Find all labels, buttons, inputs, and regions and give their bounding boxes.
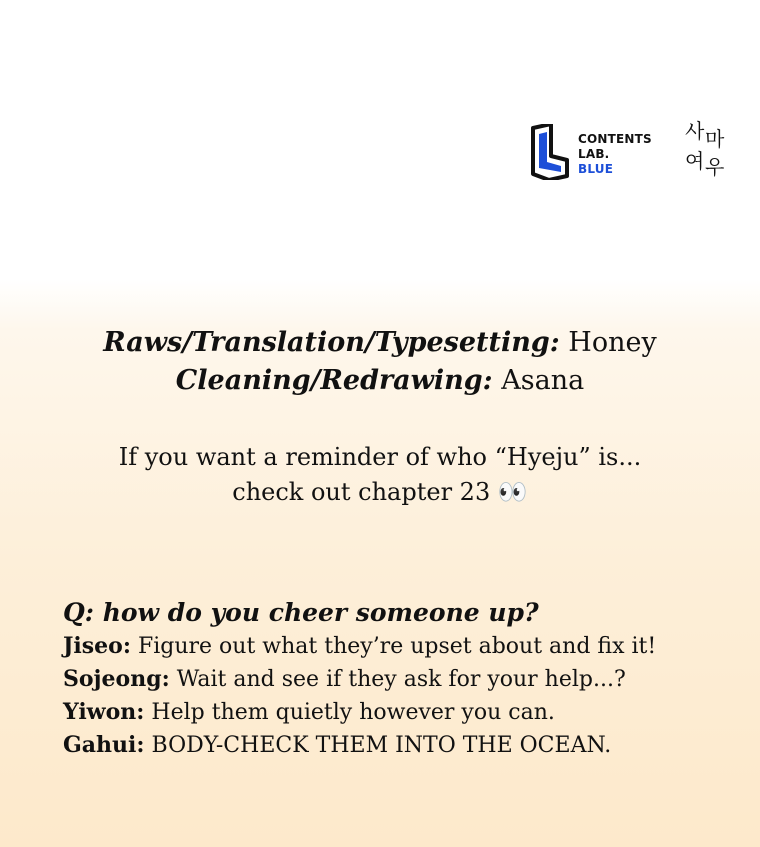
contents-lab-line1: CONTENTS <box>578 132 652 146</box>
korean-title-logo <box>683 118 729 182</box>
credit-name: Asana <box>501 365 585 396</box>
answer-text: BODY-CHECK THEM INTO THE OCEAN. <box>151 733 612 758</box>
contents-lab-wordmark <box>578 132 652 177</box>
publisher-logos <box>527 118 737 184</box>
qa-question: Q: how do you cheer someone up? <box>63 598 539 627</box>
contents-lab-blue-logo-icon <box>527 124 573 180</box>
contents-lab-line3: BLUE <box>578 162 614 176</box>
contents-lab-line2: LAB. <box>578 147 610 161</box>
credit-line <box>0 324 760 362</box>
qa-answer <box>63 663 743 696</box>
answer-text: Figure out what they’re upset about and fix it! <box>137 634 657 659</box>
answer-speaker: Jiseo: <box>63 633 131 659</box>
credit-name: Honey <box>568 327 657 358</box>
qa-answer <box>63 729 743 762</box>
answer-text: Wait and see if they ask for your help...? <box>176 667 626 692</box>
credits-block <box>0 324 760 400</box>
korean-logo-glyph3: 여 <box>685 149 705 173</box>
note-line2: check out chapter 23 👀 <box>232 478 528 506</box>
korean-logo-glyph2: 마 <box>705 127 725 151</box>
answer-speaker: Sojeong: <box>63 666 170 692</box>
chapter-note <box>0 440 760 510</box>
credit-line <box>0 362 760 400</box>
answer-speaker: Yiwon: <box>63 699 145 725</box>
qa-answer <box>63 696 743 729</box>
answer-text: Help them quietly however you can. <box>151 700 555 725</box>
answer-speaker: Gahui: <box>63 732 145 758</box>
qa-section <box>63 596 743 762</box>
korean-logo-glyph1: 사 <box>685 119 705 143</box>
qa-answer <box>63 630 743 663</box>
credit-role: Raws/Translation/Typesetting: <box>103 327 560 358</box>
korean-logo-glyph4: 우 <box>705 155 725 179</box>
credit-role: Cleaning/Redrawing: <box>175 365 493 396</box>
note-line1: If you want a reminder of who “Hyeju” is... <box>118 443 642 471</box>
